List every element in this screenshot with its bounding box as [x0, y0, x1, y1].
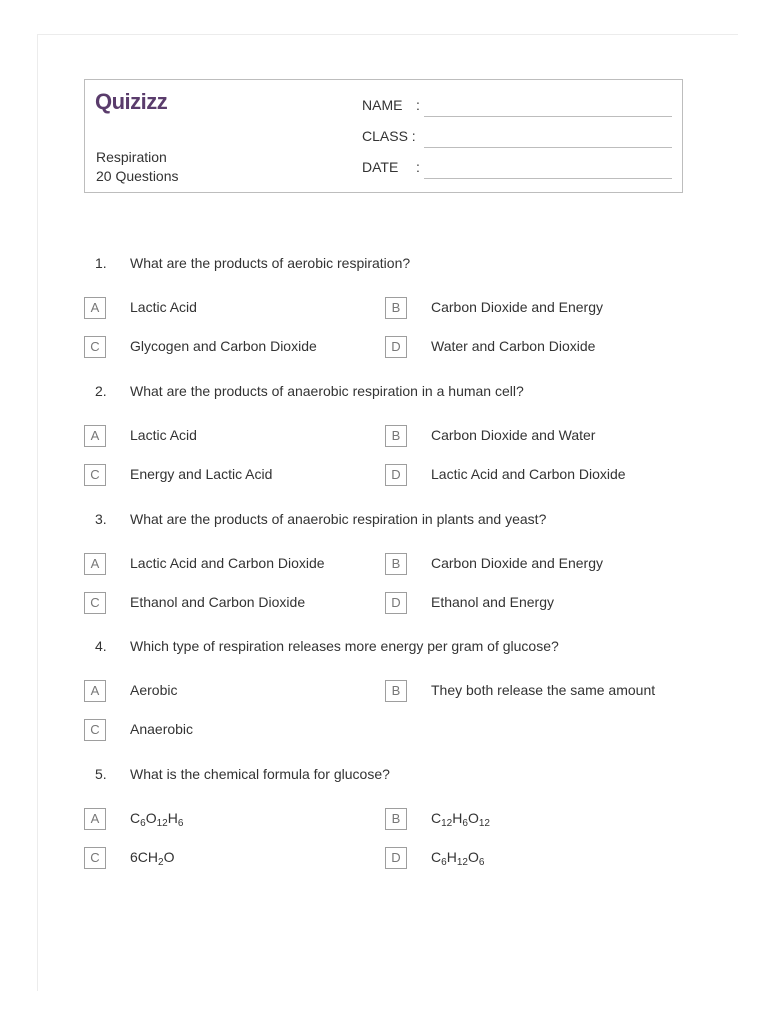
- option-d-text: [431, 849, 485, 868]
- formula-element: O: [467, 849, 479, 865]
- name-colon: :: [416, 97, 420, 113]
- option-d-text: Ethanol and Energy: [431, 594, 554, 610]
- formula-subscript: 12: [156, 818, 168, 829]
- question-number: 2.: [95, 383, 107, 399]
- formula-element: C: [431, 810, 442, 826]
- option-d-box[interactable]: D: [385, 464, 407, 486]
- formula-element: H: [446, 849, 457, 865]
- option-b-text: Carbon Dioxide and Water: [431, 427, 596, 443]
- option-b-text: They both release the same amount: [431, 682, 656, 698]
- option-d-text: Water and Carbon Dioxide: [431, 338, 596, 354]
- option-c-box[interactable]: C: [84, 847, 106, 869]
- option-b-box[interactable]: B: [385, 808, 407, 830]
- option-a-box[interactable]: A: [84, 425, 106, 447]
- option-c-box[interactable]: C: [84, 592, 106, 614]
- class-label: CLASS :: [362, 128, 416, 144]
- question-count: 20 Questions: [96, 168, 179, 184]
- question-number: 3.: [95, 511, 107, 527]
- question-text: What are the products of aerobic respiration?: [130, 255, 411, 271]
- date-label: DATE: [362, 159, 399, 175]
- date-field[interactable]: [424, 178, 672, 179]
- formula-element: O: [467, 810, 479, 826]
- option-c-box[interactable]: C: [84, 336, 106, 358]
- option-d-text: Lactic Acid and Carbon Dioxide: [431, 466, 626, 482]
- question-text: What is the chemical formula for glucose?: [130, 766, 390, 782]
- option-a-box[interactable]: A: [84, 297, 106, 319]
- formula-element: 6CH: [130, 849, 159, 865]
- option-b-box[interactable]: B: [385, 297, 407, 319]
- option-b-box[interactable]: B: [385, 680, 407, 702]
- option-b-box[interactable]: B: [385, 425, 407, 447]
- option-b-text: [431, 810, 490, 829]
- question-number: 5.: [95, 766, 107, 782]
- formula-element: O: [145, 810, 157, 826]
- quiz-title: Respiration: [96, 149, 167, 165]
- name-label: NAME: [362, 97, 403, 113]
- option-c-text: [130, 849, 175, 868]
- option-a-text: Lactic Acid and Carbon Dioxide: [130, 555, 325, 571]
- formula-element: O: [163, 849, 175, 865]
- formula-element: H: [167, 810, 178, 826]
- option-a-text: Aerobic: [130, 682, 178, 698]
- option-d-box[interactable]: D: [385, 592, 407, 614]
- formula-subscript: 6: [441, 857, 447, 868]
- formula-subscript: 6: [140, 818, 146, 829]
- formula-subscript: 2: [158, 857, 164, 868]
- option-c-box[interactable]: C: [84, 464, 106, 486]
- question-text: Which type of respiration releases more energy per gram of glucose?: [130, 638, 559, 654]
- option-b-text: Carbon Dioxide and Energy: [431, 555, 603, 571]
- option-c-text: Ethanol and Carbon Dioxide: [130, 594, 306, 610]
- quizizz-logo: Quizizz: [95, 89, 168, 114]
- name-field[interactable]: [424, 116, 672, 117]
- formula-subscript: 6: [177, 818, 184, 829]
- formula-subscript: 6: [462, 818, 468, 829]
- option-c-text: Energy and Lactic Acid: [130, 466, 273, 482]
- option-a-text: Lactic Acid: [130, 427, 197, 443]
- formula-element: C: [130, 810, 141, 826]
- option-c-box[interactable]: C: [84, 719, 106, 741]
- question-text: What are the products of anaerobic respiration in a human cell?: [130, 383, 524, 399]
- question-number: 1.: [95, 255, 107, 271]
- option-a-box[interactable]: A: [84, 553, 106, 575]
- option-d-box[interactable]: D: [385, 847, 407, 869]
- question-number: 4.: [95, 638, 107, 654]
- formula-element: C: [431, 849, 442, 865]
- formula-subscript: 6: [478, 857, 485, 868]
- formula-subscript: 12: [478, 818, 490, 829]
- option-a-text: [130, 810, 184, 829]
- formula-subscript: 12: [456, 857, 468, 868]
- option-b-text: Carbon Dioxide and Energy: [431, 299, 603, 315]
- date-colon: :: [416, 159, 420, 175]
- option-b-box[interactable]: B: [385, 553, 407, 575]
- option-a-text: Lactic Acid: [130, 299, 197, 315]
- option-c-text: Glycogen and Carbon Dioxide: [130, 338, 317, 354]
- option-d-box[interactable]: D: [385, 336, 407, 358]
- option-a-box[interactable]: A: [84, 808, 106, 830]
- class-field[interactable]: [424, 147, 672, 148]
- option-c-text: Anaerobic: [130, 721, 194, 737]
- option-a-box[interactable]: A: [84, 680, 106, 702]
- formula-element: H: [452, 810, 463, 826]
- formula-subscript: 12: [441, 818, 453, 829]
- question-text: What are the products of anaerobic respiration in plants and yeast?: [130, 511, 547, 527]
